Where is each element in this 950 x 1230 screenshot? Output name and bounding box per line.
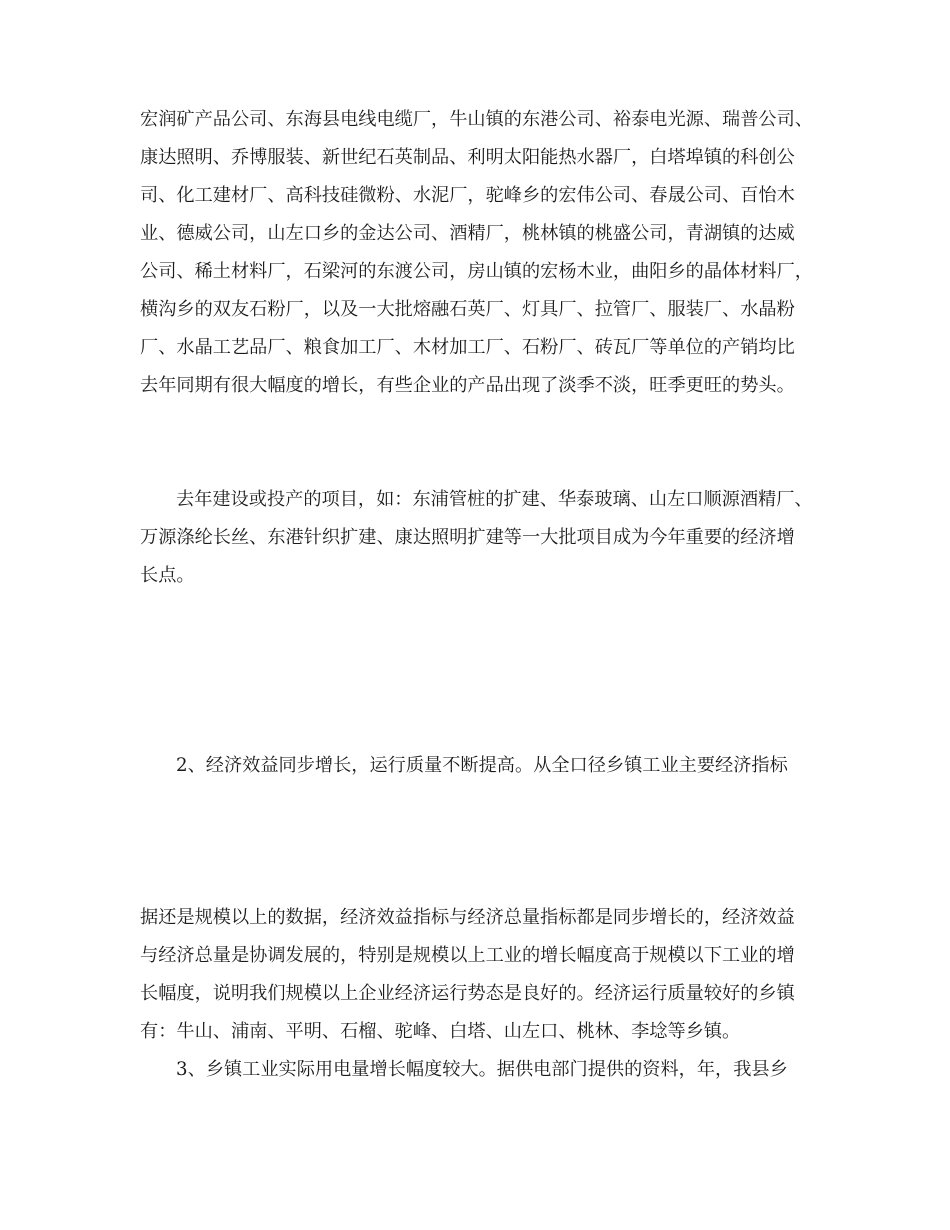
text-line: 去年同期有很大幅度的增长，有些企业的产品出现了淡季不淡，旺季更旺的势头。 bbox=[140, 375, 795, 396]
text-line: 3、乡镇工业实际用电量增长幅度较大。据供电部门提供的资料，年，我县乡 bbox=[176, 1059, 788, 1080]
text-line: 横沟乡的双友石粉厂，以及一大批熔融石英厂、灯具厂、拉管厂、服装厂、水晶粉 bbox=[140, 299, 795, 320]
text-line: 长点。 bbox=[140, 565, 195, 586]
text-line: 据还是规模以上的数据，经济效益指标与经济总量指标都是同步增长的，经济效益 bbox=[140, 907, 795, 928]
text-line: 业、德威公司，山左口乡的金达公司、酒精厂，桃林镇的桃盛公司，青湖镇的达威 bbox=[140, 223, 795, 244]
text-line bbox=[140, 634, 830, 670]
text-line bbox=[176, 596, 830, 632]
text-line: 2、经济效益同步增长，运行质量不断提高。从全口径乡镇工业主要经济指标 bbox=[176, 755, 788, 776]
text-line: 宏润矿产品公司、东海县电线电缆厂，牛山镇的东港公司、裕泰电光源、瑞普公司、 bbox=[140, 109, 813, 130]
text-line bbox=[140, 824, 830, 860]
text-line bbox=[140, 786, 830, 822]
text-line bbox=[140, 710, 830, 746]
text-line: 去年建设或投产的项目，如：东浦管桩的扩建、华泰玻璃、山左口顺源酒精厂、 bbox=[176, 489, 813, 510]
text-line: 长幅度，说明我们规模以上企业经济运行势态是良好的。经济运行质量较好的乡镇 bbox=[140, 983, 795, 1004]
text-line bbox=[140, 406, 830, 442]
text-line bbox=[140, 672, 830, 708]
text-line: 有：牛山、浦南、平明、石榴、驼峰、白塔、山左口、桃林、李埝等乡镇。 bbox=[140, 1021, 741, 1042]
text-line: 康达照明、乔博服装、新世纪石英制品、利明太阳能热水器厂，白塔埠镇的科创公 bbox=[140, 147, 795, 168]
text-line bbox=[140, 1090, 830, 1126]
text-line: 万源涤纶长丝、东港针织扩建、康达照明扩建等一大批项目成为今年重要的经济增 bbox=[140, 527, 795, 548]
text-line: 公司、稀土材料厂，石梁河的东渡公司，房山镇的宏杨木业，曲阳乡的晶体材料厂， bbox=[140, 261, 813, 282]
text-line: 司、化工建材厂、高科技硅微粉、水泥厂，驼峰乡的宏伟公司、春晟公司、百怡木 bbox=[140, 185, 795, 206]
text-line bbox=[140, 444, 830, 480]
text-line: 厂、水晶工艺品厂、粮食加工厂、木材加工厂、石粉厂、砖瓦厂等单位的产销均比 bbox=[140, 337, 795, 358]
text-line: 与经济总量是协调发展的，特别是规模以上工业的增长幅度高于规模以下工业的增 bbox=[140, 945, 795, 966]
text-line bbox=[140, 862, 830, 898]
